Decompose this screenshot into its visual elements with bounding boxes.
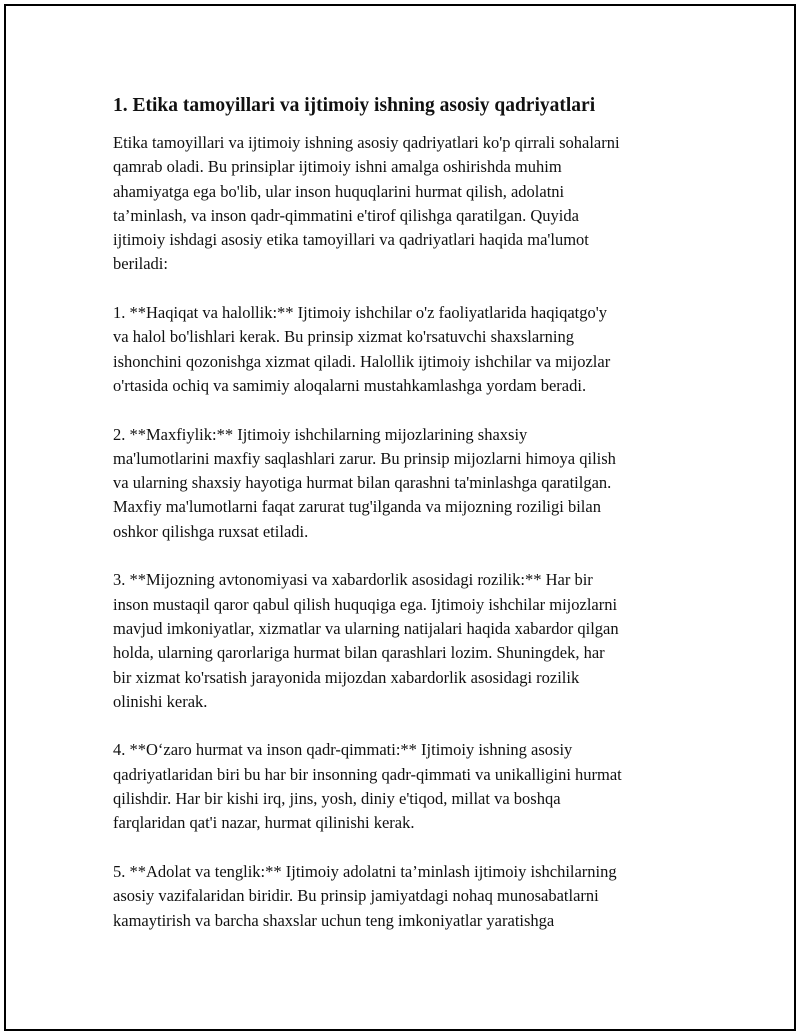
text-line: 5. **Adolat va tenglik:** Ijtimoiy adolatni ta’minlash ijtimoiy ishchilarning	[113, 861, 617, 881]
text-line: ahamiyatga ega bo'lib, ular inson huquqlarini hurmat qilish, adolatni	[113, 181, 565, 201]
text-line: kamaytirish va barcha shaxslar uchun teng imkoniyatlar yaratishga	[113, 910, 555, 930]
text-line: 3. **Mijozning avtonomiyasi va xabardorlik asosidagi rozilik:** Har bir	[113, 570, 593, 590]
paragraph-list	[113, 131, 693, 933]
paragraph	[113, 738, 693, 835]
text-line: Maxfiy ma'lumotlarni faqat zarurat tug'ilganda va mijozning roziligi bilan	[113, 497, 601, 517]
text-line: beriladi:	[113, 254, 168, 274]
text-line: 4. **O‘zaro hurmat va inson qadr-qimmati:** Ijtimoiy ishning asosiy	[113, 740, 573, 760]
text-line: farqlaridan qat'i nazar, hurmat qilinishi kerak.	[113, 813, 415, 833]
text-line: o'rtasida ochiq va samimiy aloqalarni mustahkamlashga yordam beradi.	[113, 375, 587, 395]
text-line: ma'lumotlarini maxfiy saqlashlari zarur. Bu prinsip mijozlarni himoya qilish	[113, 448, 616, 468]
paragraph	[113, 131, 693, 277]
paragraph	[113, 423, 693, 544]
text-line: olinishi kerak.	[113, 691, 208, 711]
text-line: holda, ularning qarorlariga hurmat bilan qarashlari lozim. Shuningdek, har	[113, 643, 605, 663]
text-line: mavjud imkoniyatlar, xizmatlar va ularning natijalari haqida xabardor qilgan	[113, 618, 619, 638]
text-line: ijtimoiy ishdagi asosiy etika tamoyillari va qadriyatlari haqida ma'lumot	[113, 230, 589, 250]
text-line: ishonchini qozonishga xizmat qiladi. Halollik ijtimoiy ishchilar va mijozlar	[113, 351, 611, 371]
paragraph	[113, 860, 693, 933]
text-line: va ularning shaxsiy hayotiga hurmat bilan qarashni ta'minlashga qaratilgan.	[113, 473, 612, 493]
text-line: inson mustaqil qaror qabul qilish huquqiga ega. Ijtimoiy ishchilar mijozlarni	[113, 594, 618, 614]
text-line: 1. **Haqiqat va halollik:** Ijtimoiy ishchilar o'z faoliyatlarida haqiqatgo'y	[113, 303, 607, 323]
text-line: qamrab oladi. Bu prinsiplar ijtimoiy ishni amalga oshirishda muhim	[113, 157, 562, 177]
text-line: bir xizmat ko'rsatish jarayonida mijozdan xabardorlik asosidagi rozilik	[113, 667, 580, 687]
text-line: qadriyatlaridan biri bu har bir insonning qadr-qimmati va unikalligini hurmat	[113, 764, 622, 784]
text-line: 2. **Maxfiylik:** Ijtimoiy ishchilarning mijozlarining shaxsiy	[113, 424, 528, 444]
text-line: qilishdir. Har bir kishi irq, jins, yosh, diniy e'tiqod, millat va boshqa	[113, 789, 561, 809]
paragraph	[113, 568, 693, 714]
text-line: oshkor qilishga ruxsat etiladi.	[113, 521, 309, 541]
text-line: va halol bo'lishlari kerak. Bu prinsip xizmat ko'rsatuvchi shaxslarning	[113, 327, 574, 347]
paragraph	[113, 301, 693, 398]
section-heading: 1. Etika tamoyillari va ijtimoiy ishning asosiy qadriyatlari	[113, 95, 596, 116]
text-line: Etika tamoyillari va ijtimoiy ishning asosiy qadriyatlari ko'p qirrali sohalarni	[113, 133, 620, 152]
text-line: asosiy vazifalaridan biridir. Bu prinsip jamiyatdagi nohaq munosabatlarni	[113, 886, 599, 906]
text-line: ta’minlash, va inson qadr-qimmatini e'tirof qilishga qaratilgan. Quyida	[113, 205, 579, 225]
document-body	[113, 93, 693, 957]
